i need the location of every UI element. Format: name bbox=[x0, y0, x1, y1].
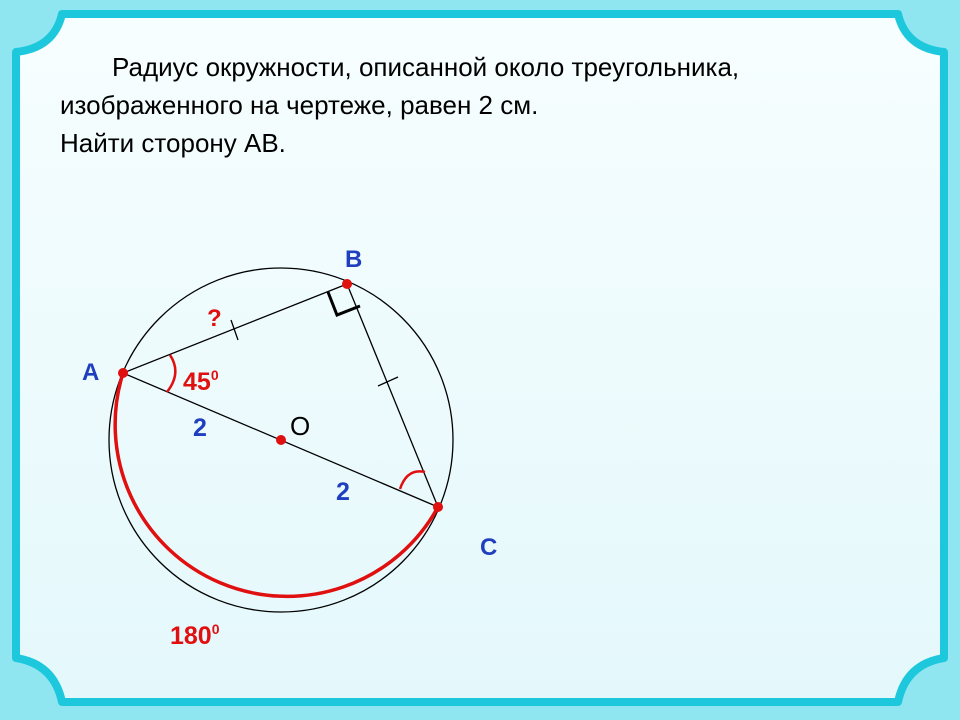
angle-unit: 0 bbox=[210, 367, 219, 383]
angle-arc-c bbox=[400, 471, 425, 489]
angle-arc-a bbox=[167, 355, 175, 392]
center-o-marker bbox=[276, 435, 286, 445]
point-a-marker bbox=[118, 368, 128, 378]
label-arc-180 bbox=[170, 621, 220, 650]
label-point-b: В bbox=[345, 246, 363, 273]
label-unknown-side: ? bbox=[207, 305, 222, 332]
problem-line-2: изображенного на чертеже, равен 2 см. bbox=[60, 90, 539, 120]
label-radius-right: 2 bbox=[336, 478, 350, 506]
problem-line-3: Найти сторону АВ. bbox=[60, 128, 286, 158]
arc-unit: 0 bbox=[211, 621, 220, 637]
problem-line-1: Радиус окружности, описанной около треугольника, bbox=[112, 52, 740, 82]
label-center-o: О bbox=[290, 411, 311, 441]
point-b-marker bbox=[342, 279, 352, 289]
label-radius-left: 2 bbox=[193, 414, 207, 442]
angle-value: 45 bbox=[183, 368, 211, 396]
label-point-c: С bbox=[480, 534, 498, 561]
arc-value: 180 bbox=[170, 622, 212, 650]
point-c-marker bbox=[433, 502, 443, 512]
side-ab bbox=[123, 284, 347, 373]
label-point-a: А bbox=[82, 359, 100, 386]
arc-ac-highlight bbox=[115, 373, 438, 596]
label-angle-45 bbox=[183, 367, 219, 396]
